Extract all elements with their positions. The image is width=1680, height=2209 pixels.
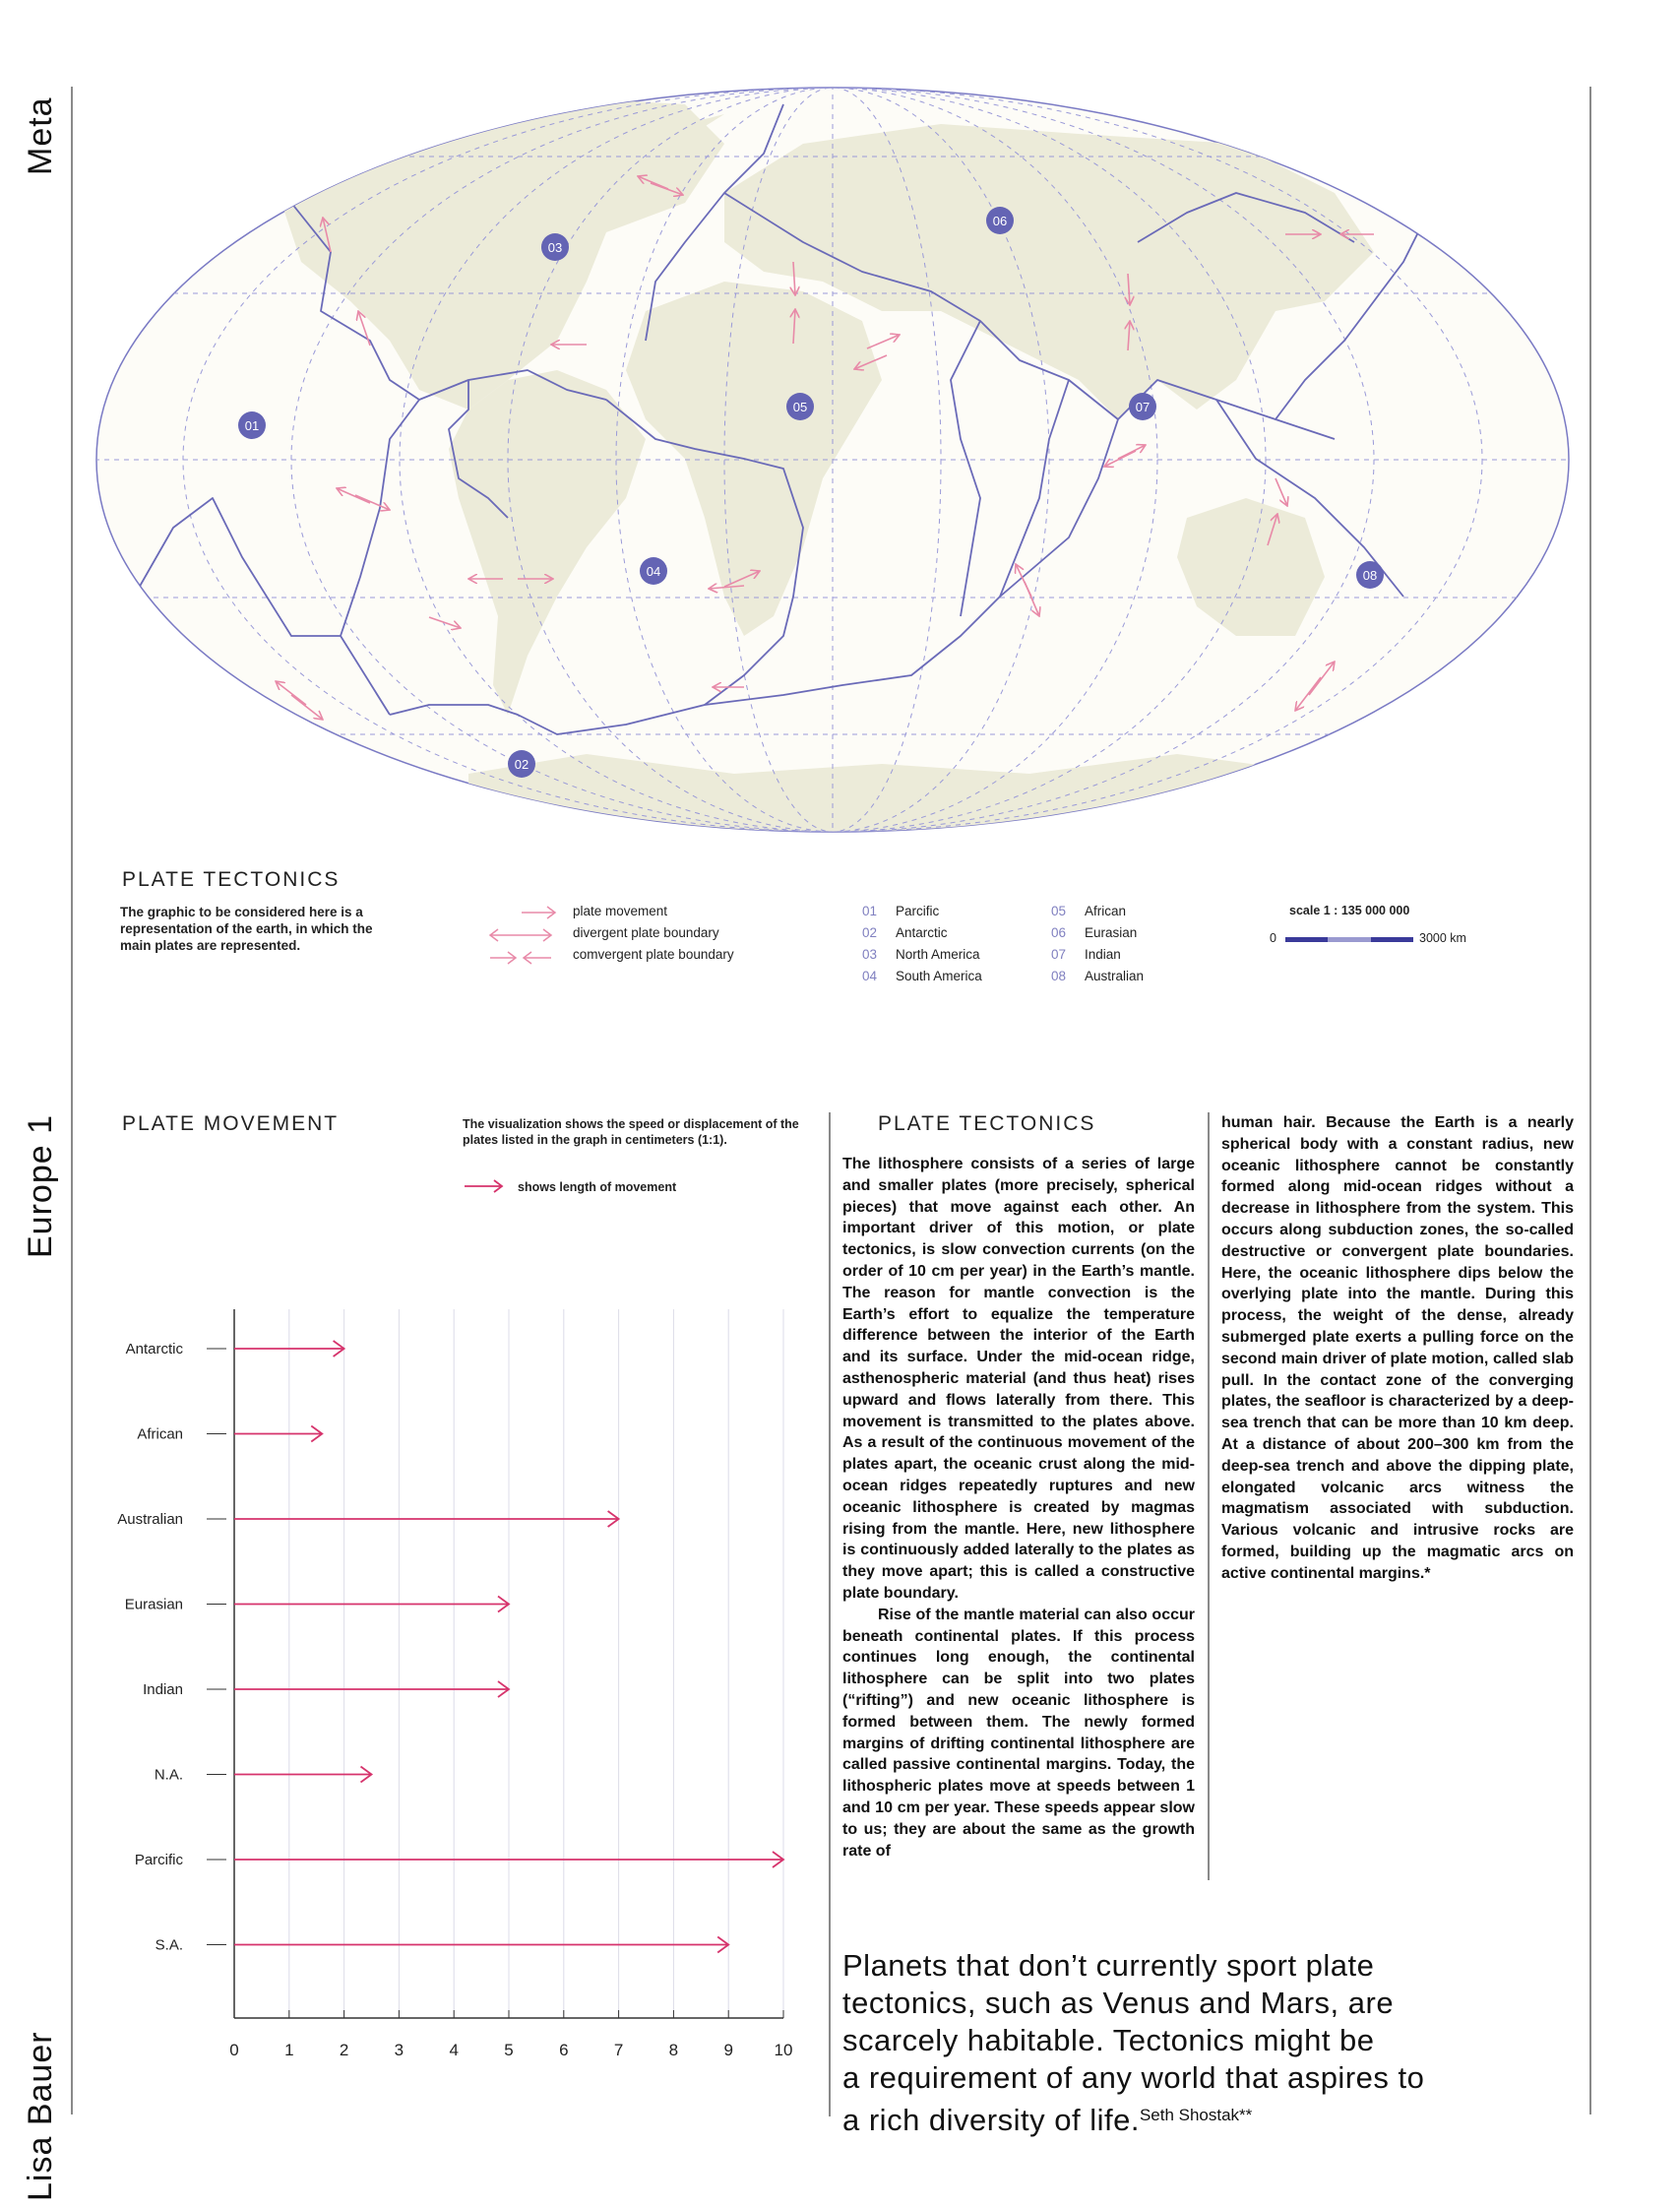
article-col1-paragraph-2: Rise of the mantle material can also occur beneath continental plates. If this process continues long enough, the continental lithosphere can be split into two plates (“rifting”) and new oceanic lithosphere is formed between them. The newly formed margins of drifting continental lithosphere are called passive continental margins. Today, the lithospheric plates move at speeds between 1 and 10 cm per year. These speeds appear slow to us; they are about the same as the growth rate of <box>842 1606 1195 1860</box>
svg-text:07: 07 <box>1135 400 1151 414</box>
svg-text:06: 06 <box>992 214 1008 228</box>
quote-line: Planets that don’t currently sport plate <box>842 1948 1375 1983</box>
category-label: Eurasian <box>124 1596 183 1613</box>
category-label: Indian <box>143 1681 183 1698</box>
plate-name: Eurasian <box>1085 925 1138 940</box>
plate-badge-07 <box>1129 393 1156 420</box>
legend-symbol-convergent: comvergent plate boundary <box>573 947 734 962</box>
x-tick-label: 8 <box>668 2041 679 2059</box>
legend-symbols <box>482 902 561 980</box>
side-label-meta: Meta <box>22 96 59 175</box>
scale-end: 3000 km <box>1419 931 1466 945</box>
plate-badge-04 <box>640 557 667 585</box>
quote-line <box>842 2097 1571 2139</box>
plate-name: South America <box>896 969 982 983</box>
legend-title: PLATE TECTONICS <box>122 868 341 891</box>
movement-key-arrow-icon <box>463 1177 506 1195</box>
plate-name: Antarctic <box>896 925 948 940</box>
left-rule <box>71 87 73 2114</box>
plate-badge-01 <box>238 411 266 439</box>
legend-symbol-divergent: divergent plate boundary <box>573 925 719 940</box>
quote-line-end: a rich diversity of life. <box>842 2103 1140 2137</box>
scale-start: 0 <box>1270 931 1276 945</box>
world-map <box>94 85 1571 835</box>
x-tick-label: 6 <box>559 2041 569 2059</box>
x-tick-label: 3 <box>394 2041 404 2059</box>
svg-text:01: 01 <box>244 418 260 433</box>
plate-badge-05 <box>786 393 814 420</box>
movement-description: The visualization shows the speed or displacement of the plates listed in the graph in centimeters (1:1). <box>463 1117 799 1147</box>
x-tick-label: 1 <box>284 2041 294 2059</box>
plate-badge-08 <box>1356 561 1384 589</box>
column-rule-mid <box>829 1112 831 2116</box>
side-label-europe: Europe 1 <box>22 1114 59 1258</box>
x-tick-label: 9 <box>723 2041 733 2059</box>
x-tick-label: 0 <box>229 2041 239 2059</box>
plate-name: North America <box>896 947 980 962</box>
article-col1-paragraph-1: The lithosphere consists of a series of large and smaller plates (more precisely, spherical pieces) that move against each other. An important driver of this motion, or plate tectonics, is slow convection currents (on the order of 10 cm per year) in the Earth’s mantle. The reason for mantle convection is the Earth’s effort to equalize the temperature difference between the interior of the Earth and its surface. Under the mid-ocean ridge, asthenospheric material (and thus heat) rises upward and flows laterally from there. This movement is transmitted to the plates above. As a result of the continuous movement of the plates apart, the oceanic crust along the mid-ocean ridges repeatedly ruptures and new oceanic lithosphere is created by magmas rising from the mantle. Here, new lithosphere is continuously added laterally to the plates as they move apart; this is called a constructive plate boundary. <box>842 1156 1195 1602</box>
x-tick-label: 4 <box>449 2041 459 2059</box>
plate-num: 01 <box>862 904 878 918</box>
x-tick-label: 5 <box>504 2041 514 2059</box>
svg-text:08: 08 <box>1362 568 1378 583</box>
pull-quote <box>842 1947 1571 2139</box>
x-tick-label: 2 <box>339 2041 349 2059</box>
plate-num: 07 <box>1051 947 1067 962</box>
movement-title: PLATE MOVEMENT <box>122 1112 340 1135</box>
plate-badge-02 <box>508 750 535 778</box>
plate-num: 04 <box>862 969 878 983</box>
svg-text:05: 05 <box>792 400 808 414</box>
legend-description: The graphic to be considered here is a representation of the earth, in which the main plates are represented. <box>120 905 373 953</box>
scale-label: scale 1 : 135 000 000 <box>1289 904 1410 917</box>
category-label: African <box>137 1425 183 1443</box>
article-col1 <box>842 1154 1195 1862</box>
plate-num: 06 <box>1051 925 1067 940</box>
movement-key-label: shows length of movement <box>518 1180 677 1194</box>
right-rule <box>1589 87 1591 2114</box>
category-label: S.A. <box>155 1936 183 1954</box>
quote-line: scarcely habitable. Tectonics might be <box>842 2023 1375 2057</box>
x-tick-label: 10 <box>774 2041 793 2059</box>
x-tick-label: 7 <box>613 2041 624 2059</box>
article-col2: human hair. Because the Earth is a nearly spherical body with a constant radius, new oceanic lithosphere cannot be constantly formed along mid-ocean ridges without a decrease in lithosphere from the system. This occurs along subduction zones, the so-called destructive or convergent plate boundaries. Here, the oceanic lithosphere dips below the overlying plate into the mantle. During this process, the weight of the dense, already submerged plate exerts a pulling force on the second main driver of plate motion, called slab pull. In the contact zone of the converging plates, the seafloor is characterized by a deep-sea trench that can be more than 10 km deep. At a distance of about 200–300 km from the deep-sea trench and above the dipping plate, elongated volcanic arcs witness the magmatism associated with subduction. Various volcanic and intrusive rocks are formed, building up the magmatic arcs on active continental margins.* <box>1221 1114 1574 1582</box>
plate-num: 03 <box>862 947 878 962</box>
category-label: N.A. <box>154 1766 183 1784</box>
plate-num: 08 <box>1051 969 1067 983</box>
plate-num: 02 <box>862 925 878 940</box>
legend-symbol-movement: plate movement <box>573 904 668 918</box>
plate-name: African <box>1085 904 1127 918</box>
plate-name: Parcific <box>896 904 940 918</box>
svg-text:04: 04 <box>646 564 661 579</box>
quote-line: tectonics, such as Venus and Mars, are <box>842 1986 1395 2020</box>
plate-num: 05 <box>1051 904 1067 918</box>
plate-badge-06 <box>986 207 1014 234</box>
movement-chart-plot <box>89 1309 817 2077</box>
scale-bar <box>1285 937 1413 942</box>
quote-line: a requirement of any world that aspires to <box>842 2060 1425 2095</box>
svg-text:03: 03 <box>547 240 563 255</box>
category-label: Australian <box>117 1511 183 1528</box>
plate-name: Australian <box>1085 969 1145 983</box>
movement-chart <box>89 1309 817 2077</box>
article-title: PLATE TECTONICS <box>878 1112 1096 1135</box>
quote-author: Seth Shostak** <box>1139 2106 1253 2124</box>
svg-text:02: 02 <box>514 757 529 772</box>
category-label: Parcific <box>134 1852 183 1868</box>
column-rule-article <box>1208 1112 1210 1880</box>
category-label: Antarctic <box>125 1341 183 1357</box>
side-label-author: Lisa Bauer <box>22 2031 59 2201</box>
plate-badge-03 <box>541 233 569 261</box>
plate-name: Indian <box>1085 947 1121 962</box>
